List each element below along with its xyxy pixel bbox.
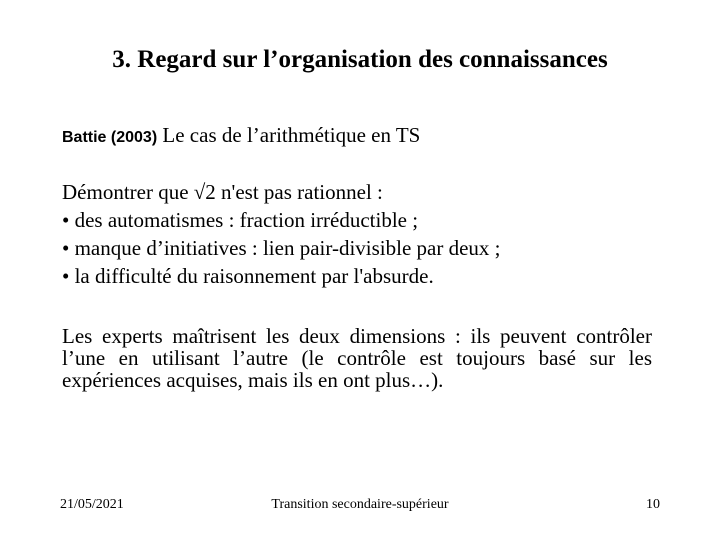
experts-paragraph: Les experts maîtrisent les deux dimensions : ils peuvent contrôler l’une en utilisant l’autre (le contrôle est toujours basé sur les expériences acquises, mais ils en ont plus…). xyxy=(62,324,652,392)
reference-author: Battie (2003) xyxy=(62,129,158,146)
bullet-item: • la difficulté du raisonnement par l'absurde. xyxy=(62,264,434,288)
footer-title: Transition secondaire-supérieur xyxy=(271,497,449,512)
footer-page-number: 10 xyxy=(646,497,660,512)
statement-block xyxy=(62,178,662,290)
reference-line xyxy=(62,121,682,152)
footer-date: 21/05/2021 xyxy=(60,497,124,512)
reference-subject: Le cas de l’arithmétique en TS xyxy=(162,123,421,147)
slide-title: 3. Regard sur l’organisation des connaissances xyxy=(112,46,608,73)
statement-intro: Démontrer que √2 n'est pas rationnel : xyxy=(62,180,383,204)
bullet-item: • manque d’initiatives : lien pair-divisible par deux ; xyxy=(62,236,501,260)
bullet-item: • des automatismes : fraction irréductible ; xyxy=(62,208,419,232)
